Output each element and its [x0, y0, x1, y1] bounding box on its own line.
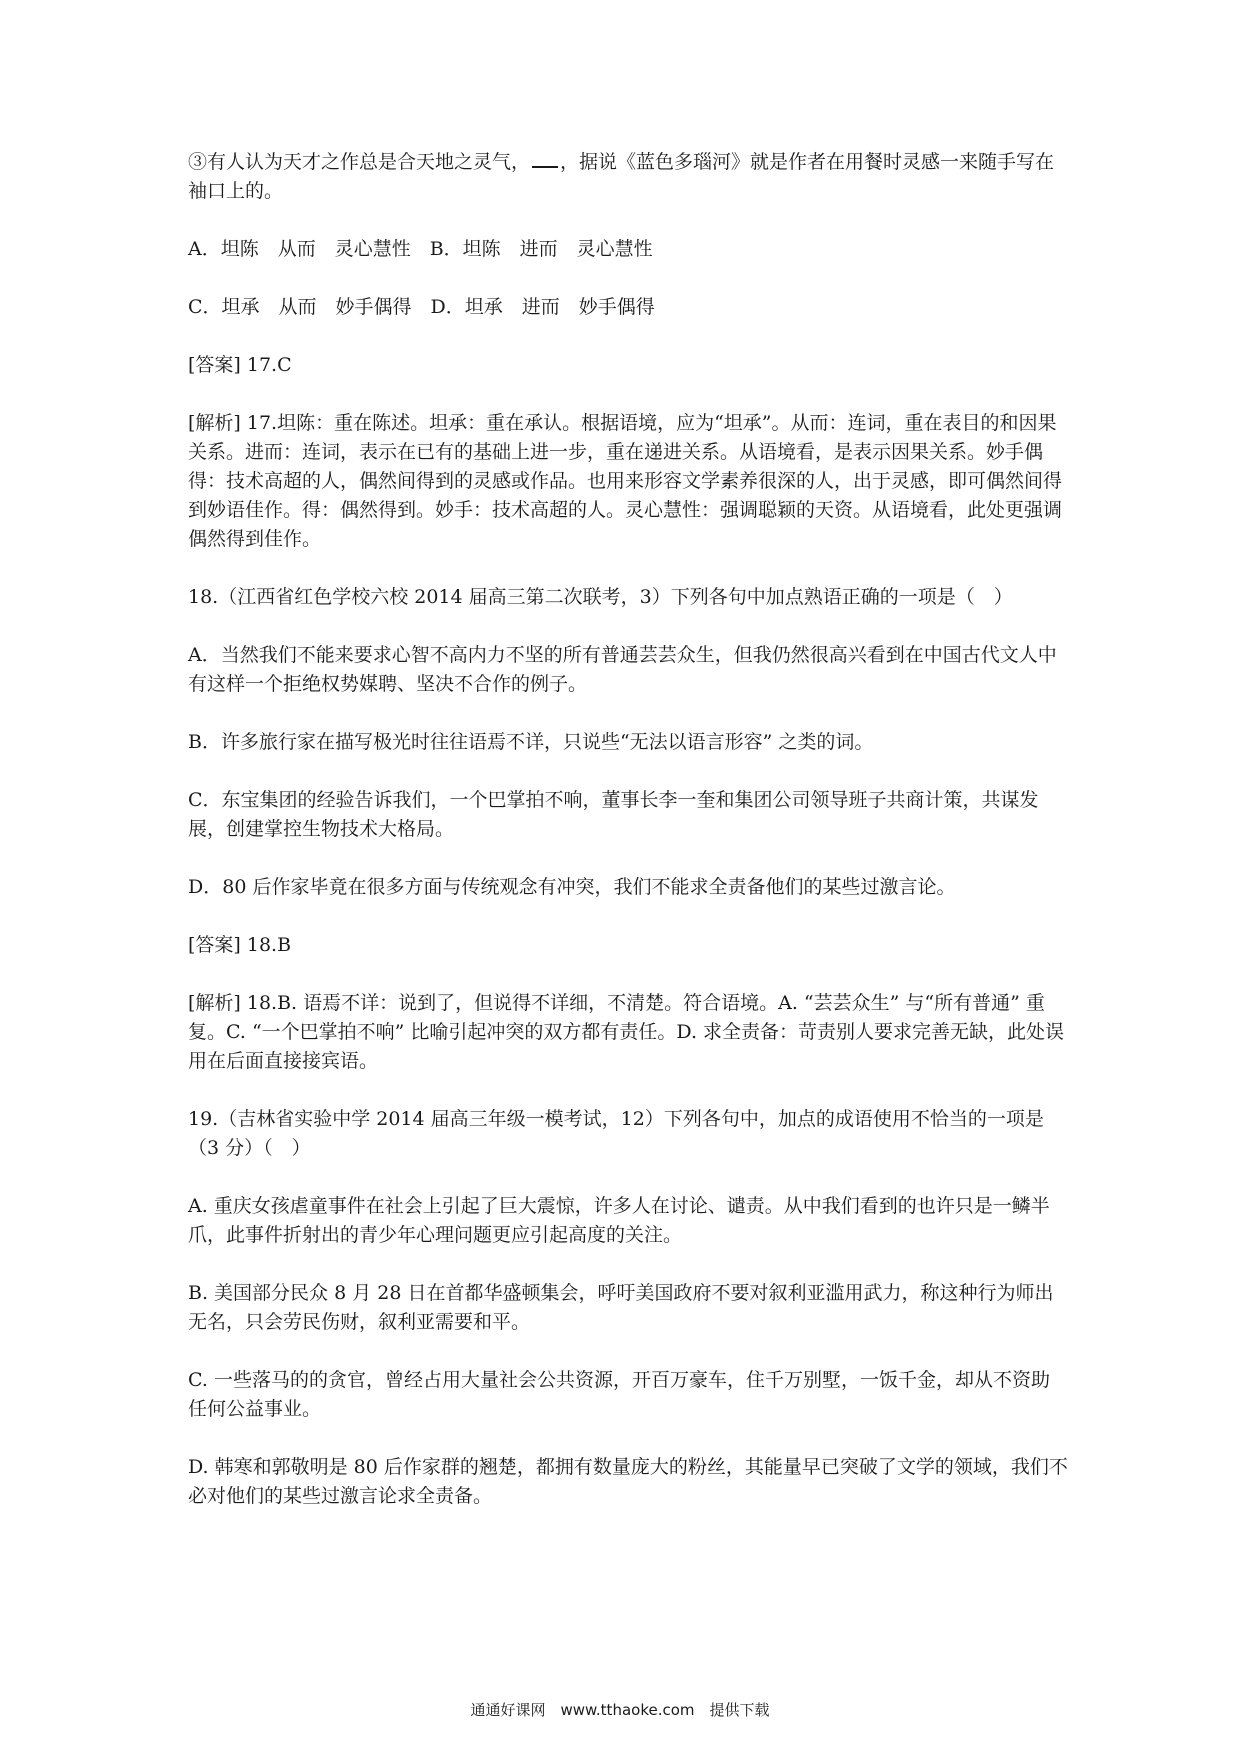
question-17-options-ab: A．坦陈 从而 灵心慧性 B．坦陈 进而 灵心慧性 [188, 238, 653, 260]
question-18-answer: [答案] 18.B [188, 934, 292, 956]
sentence-part-before-blank: ③有人认为天才之作总是合天地之灵气， [188, 151, 531, 173]
document-body [188, 148, 1068, 1540]
question-18-option-a: A．当然我们不能来要求心智不高内力不坚的所有普通芸芸众生，但我仍然很高兴看到在中国古代文人中有这样一个拒绝权势媒聘、坚决不合作的例子。 [188, 644, 1057, 695]
question-17-options-cd: C．坦承 从而 妙手偶得 D．坦承 进而 妙手偶得 [188, 296, 655, 318]
question-19-option-a: A. 重庆女孩虐童事件在社会上引起了巨大震惊，许多人在讨论、谴责。从中我们看到的也许只是一鳞半爪，此事件折射出的青少年心理问题更应引起高度的关注。 [188, 1195, 1050, 1246]
question-18-option-d: D．80 后作家毕竟在很多方面与传统观念有冲突，我们不能求全责备他们的某些过激言论。 [188, 876, 956, 898]
question-17-option-3-sentence [188, 148, 1068, 206]
question-17-answer: [答案] 17.C [188, 354, 292, 376]
question-19-option-c: C. 一些落马的的贪官，曾经占用大量社会公共资源，开百万豪车，住千万别墅，一饭千金，却从不资助任何公益事业。 [188, 1369, 1050, 1420]
question-17-analysis: [解析] 17.坦陈：重在陈述。坦承：重在承认。根据语境，应为“坦承”。从而：连词，重在表目的和因果关系。进而：连词，表示在已有的基础上进一步，重在递进关系。从语境看，是表示因果关系。妙手偶得：技术高超的人，偶然间得到的灵感或作品。也用来形容文学素养很深的人，出于灵感，即可偶然间得到妙语佳作。得：偶然得到。妙手：技术高超的人。灵心慧性：强调聪颖的天资。从语境看，此处更强调偶然得到佳作。 [188, 412, 1063, 550]
question-19-option-d: D. 韩寒和郭敬明是 80 后作家群的翘楚，都拥有数量庞大的粉丝，其能量早已突破了文学的领域，我们不必对他们的某些过激言论求全责备。 [188, 1456, 1068, 1507]
question-18-analysis: [解析] 18.B. 语焉不详：说到了，但说得不详细，不清楚。符合语境。A. “芸芸众生” 与“所有普通” 重复。C. “一个巴掌拍不响” 比喻引起冲突的双方都有责任。D. 求全责备：苛责别人要求完善无缺，此处误用在后面直接接宾语。 [188, 992, 1065, 1072]
question-19-stem: 19.（吉林省实验中学 2014 届高三年级一模考试，12）下列各句中，加点的成语使用不恰当的一项是（3 分）（ ） [188, 1108, 1044, 1159]
question-18-stem: 18.（江西省红色学校六校 2014 届高三第二次联考，3）下列各句中加点熟语正确的一项是（ ） [188, 586, 1013, 608]
sentence-part-after-blank: ，据说《蓝色多瑙河》就是作者在用餐时灵感一来随手写在袖口上的。 [188, 151, 1055, 202]
fill-in-blank [532, 150, 558, 168]
question-19-option-b: B. 美国部分民众 8 月 28 日在首都华盛顿集会，呼吁美国政府不要对叙利亚滥用武力，称这种行为师出无名，只会劳民伤财，叙利亚需要和平。 [188, 1282, 1054, 1333]
question-18-option-c: C．东宝集团的经验告诉我们，一个巴掌拍不响，董事长李一奎和集团公司领导班子共商计策，共谋发展，创建掌控生物技术大格局。 [188, 789, 1039, 840]
question-18-option-b: B．许多旅行家在描写极光时往往语焉不详，只说些“无法以语言形容” 之类的词。 [188, 731, 874, 753]
page-footer: 通通好课网 www.tthaoke.com 提供下载 [470, 1701, 770, 1719]
